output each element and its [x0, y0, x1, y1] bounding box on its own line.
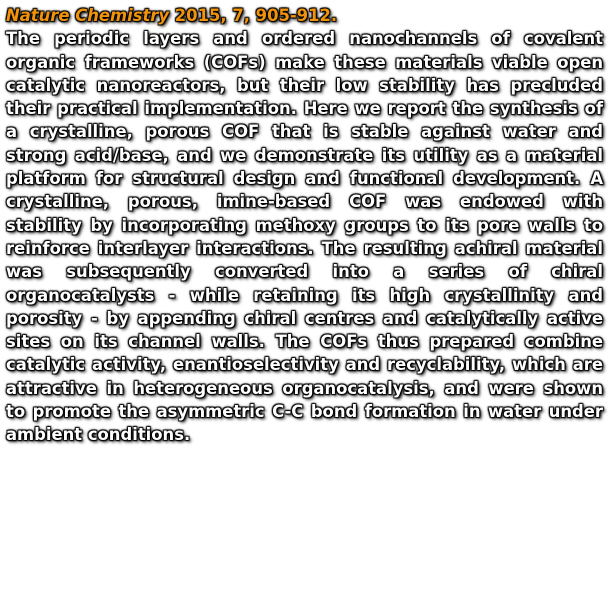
abstract-card [6, 4, 603, 447]
journal-name: Nature Chemistry [6, 6, 170, 25]
abstract-text: The periodic layers and ordered nanochannels of covalent organic frameworks (COFs) make these materials viable open catalytic nanoreactors, but their low stability has precluded their practical implementation. Here we report the synthesis of a crystalline, porous COF that is stable against water and strong acid/base, and we demonstrate its utility as a material platform for structural design and functional development. A crystalline, porous, imine-based COF was endowed with stability by incorporating methoxy groups to its pore walls to reinforce interlayer interactions. The resulting achiral material was subsequently converted into a series of chiral organocatalysts - while retaining its high crystallinity and porosity - by appending chiral centres and catalytically active sites on its channel walls. The COFs thus prepared combine catalytic activity, enantioselectivity and recyclability, which are attractive in heterogeneous organocatalysis, and were shown to promote the asymmetric C-C bond formation in water under ambient conditions. [6, 29, 603, 445]
citation [6, 4, 603, 27]
citation-details: 2015, 7, 905-912. [174, 6, 338, 25]
